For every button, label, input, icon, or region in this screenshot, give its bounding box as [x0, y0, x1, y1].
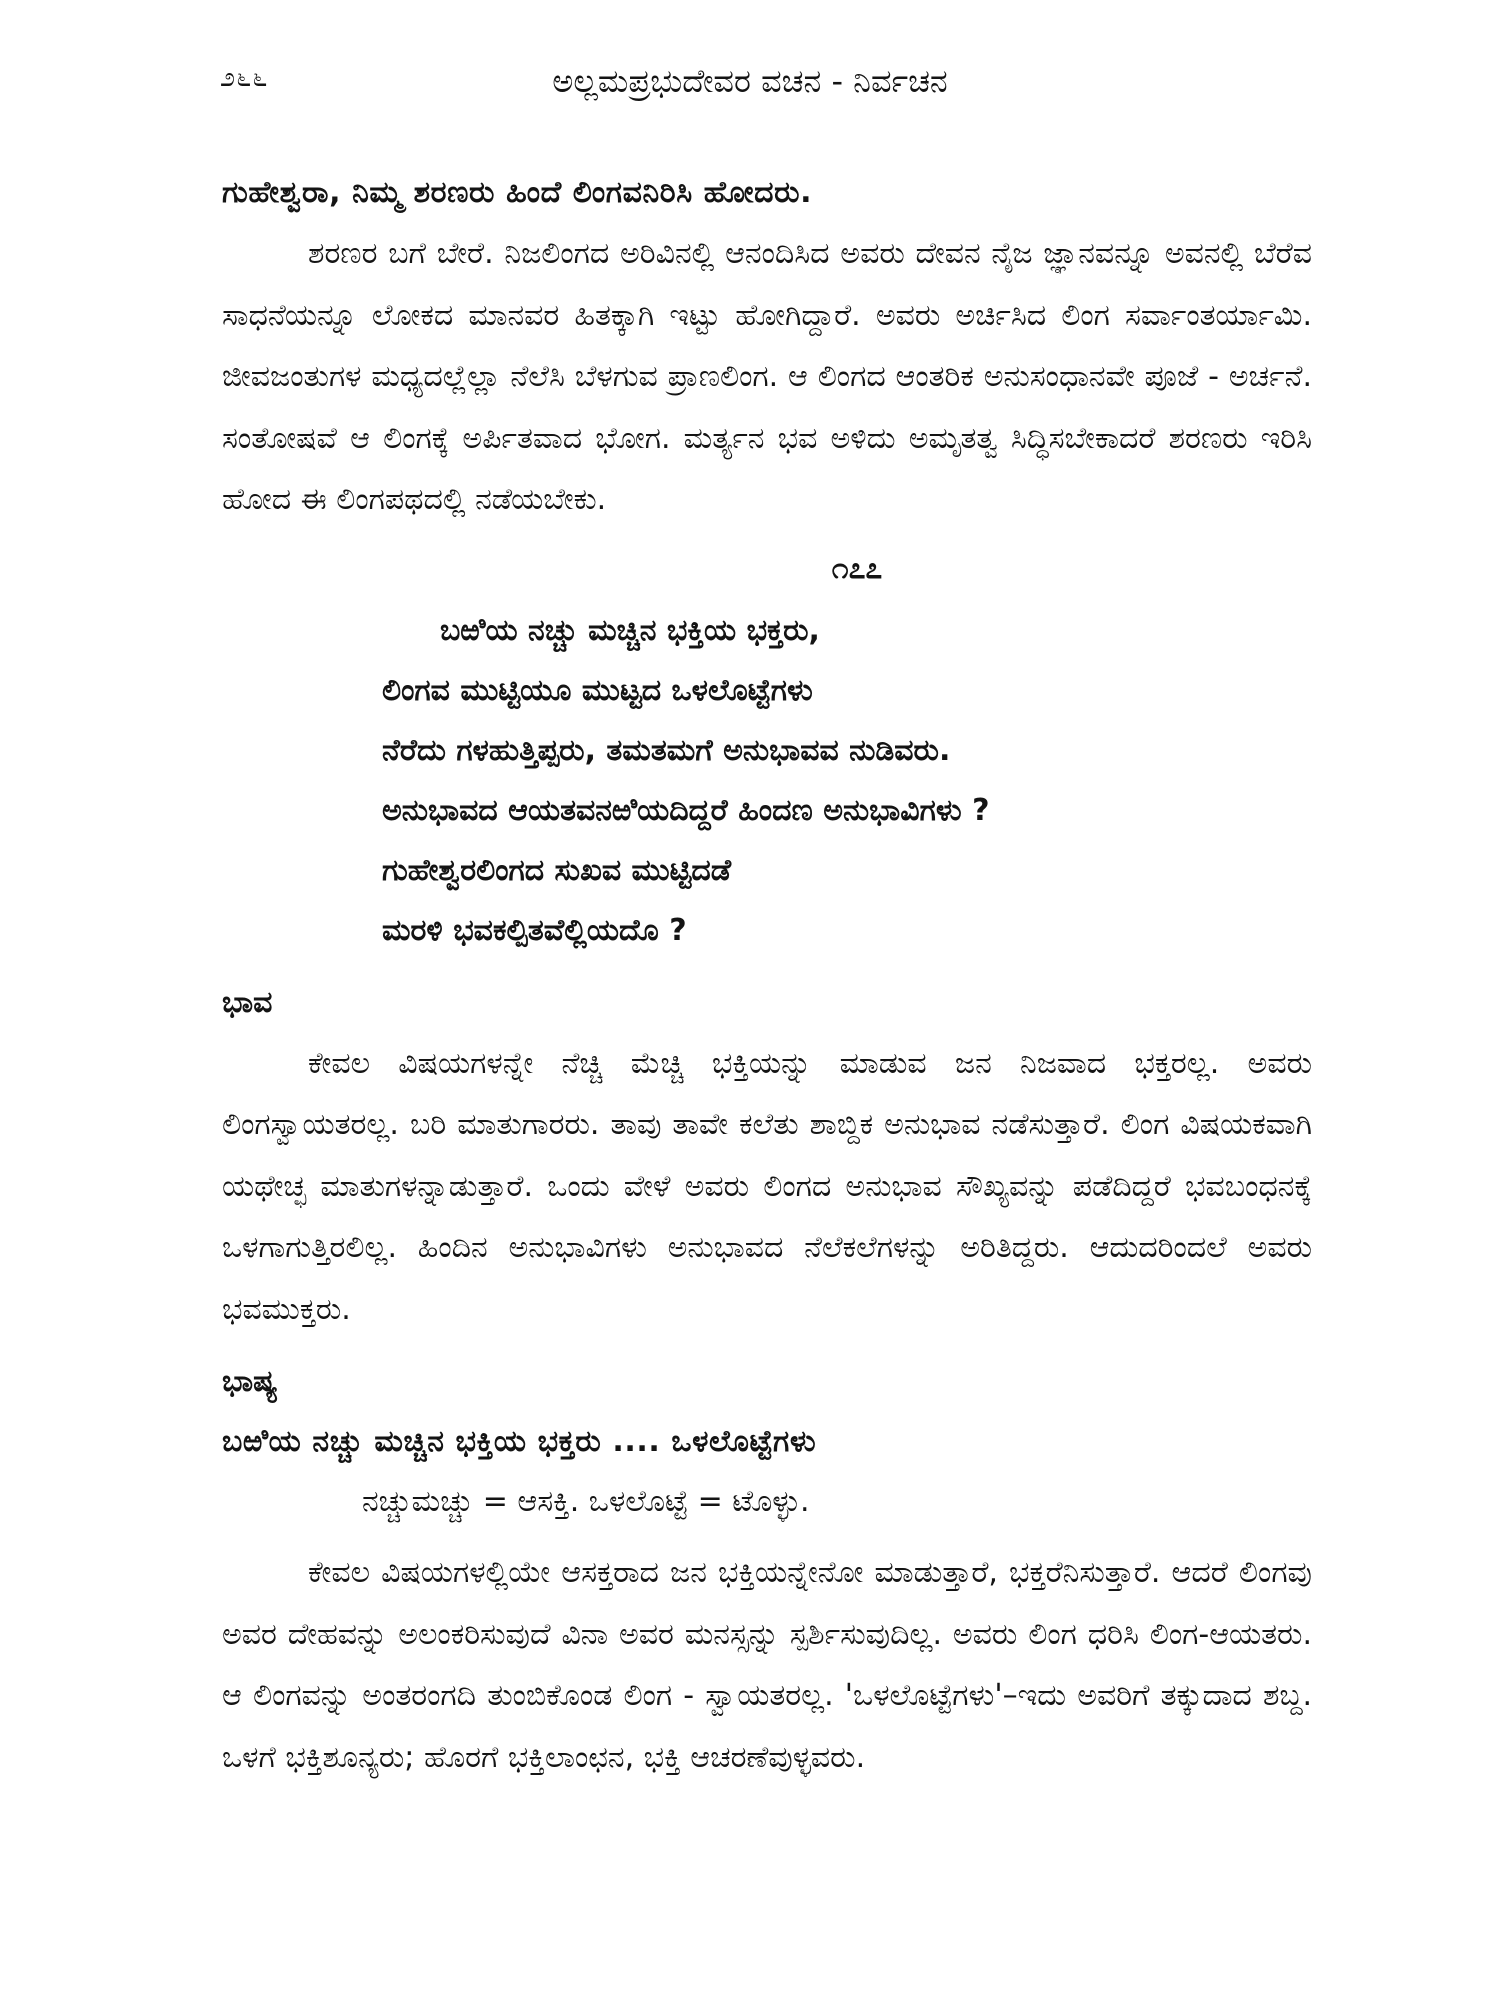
verse-line: ನೆರೆದು ಗಳಹುತ್ತಿಪ್ಪರು, ತಮತಮಗೆ ಅನುಭಾವವ ನುಡಿವರು.: [382, 732, 951, 768]
previous-commentary-paragraph: ಶರಣರ ಬಗೆ ಬೇರೆ. ನಿಜಲಿಂಗದ ಅರಿವಿನಲ್ಲಿ ಆನಂದಿಸಿದ ಅವರು ದೇವನ ನೈಜ ಜ್ಞಾನವನ್ನೂ ಅವನಲ್ಲಿ ಬೆರೆವ ಸಾಧನೆಯನ್ನೂ ಲೋಕದ ಮಾನವರ ಹಿತಕ್ಕಾಗಿ ಇಟ್ಟು ಹೋಗಿದ್ದಾರೆ. ಅವರು ಅರ್ಚಿಸಿದ ಲಿಂಗ ಸರ್ವಾಂತರ್ಯಾಮಿ. ಜೀವಜಂತುಗಳ ಮಧ್ಯದಲ್ಲೆಲ್ಲಾ ನೆಲೆಸಿ ಬೆಳಗುವ ಪ್ರಾಣಲಿಂಗ. ಆ ಲಿಂಗದ ಆಂತರಿಕ ಅನುಸಂಧಾನವೇ ಪೂಜೆ - ಅರ್ಚನೆ. ಸಂತೋಷವೆ ಆ ಲಿಂಗಕ್ಕೆ ಅರ್ಪಿತವಾದ ಭೋಗ. ಮರ್ತ್ಯನ ಭವ ಅಳಿದು ಅಮೃತತ್ವ ಸಿದ್ಧಿಸಬೇಕಾದರೆ ಶರಣರು ಇರಿಸಿ ಹೋದ ಈ ಲಿಂಗಪಥದಲ್ಲಿ ನಡೆಯಬೇಕು.: [222, 236, 1312, 517]
bhashya-quote: ಬಱಿಯ ನಚ್ಚು ಮಚ್ಚಿನ ಭಕ್ತಿಯ ಭಕ್ತರು .... ಒಳಲೊಟ್ಟೆಗಳು: [222, 1424, 817, 1459]
bhashya-paragraph: ಕೇವಲ ವಿಷಯಗಳಲ್ಲಿಯೇ ಆಸಕ್ತರಾದ ಜನ ಭಕ್ತಿಯನ್ನೇನೋ ಮಾಡುತ್ತಾರೆ, ಭಕ್ತರೆನಿಸುತ್ತಾರೆ. ಆದರೆ ಲಿಂಗವು ಅವರ ದೇಹವನ್ನು ಅಲಂಕರಿಸುವುದೆ ವಿನಾ ಅವರ ಮನಸ್ಸನ್ನು ಸ್ಪರ್ಶಿಸುವುದಿಲ್ಲ. ಅವರು ಲಿಂಗ ಧರಿಸಿ ಲಿಂಗ-ಆಯತರು. ಆ ಲಿಂಗವನ್ನು ಅಂತರಂಗದಿ ತುಂಬಿಕೊಂಡ ಲಿಂಗ - ಸ್ವಾಯತರಲ್ಲ. 'ಒಳಲೊಟ್ಟೆಗಳು'–ಇದು ಅವರಿಗೆ ತಕ್ಕುದಾದ ಶಬ್ದ. ಒಳಗೆ ಭಕ್ತಿಶೂನ್ಯರು; ಹೊರಗೆ ಭಕ್ತಿಲಾಂಛನ, ಭಕ್ತಿ ಆಚರಣೆವುಳ್ಳವರು.: [222, 1555, 1312, 1775]
verse-line: ಲಿಂಗವ ಮುಟ್ಟಿಯೂ ಮುಟ್ಟದ ಒಳಲೊಟ್ಟೆಗಳು: [382, 672, 813, 708]
page-number: ೨೬೬: [220, 62, 269, 93]
verse-line: ಮರಳಿ ಭವಕಲ್ಪಿತವೆಲ್ಲಿಯದೊ ?: [382, 912, 687, 948]
previous-vachana-closing-line: ಗುಹೇಶ್ವರಾ, ನಿಮ್ಮ ಶರಣರು ಹಿಂದೆ ಲಿಂಗವನಿರಿಸಿ ಹೋದರು.: [222, 175, 813, 210]
bhashya-gloss: ನಚ್ಚುಮಚ್ಚು = ಆಸಕ್ತಿ. ಒಳಲೊಟ್ಟೆ = ಟೊಳ್ಳು.: [362, 1484, 810, 1519]
running-title: ಅಲ್ಲಮಪ್ರಭುದೇವರ ವಚನ - ನಿರ್ವಚನ: [552, 62, 948, 100]
bhashya-heading: ಭಾಷ್ಯ: [222, 1364, 278, 1399]
page-content: [222, 163, 1312, 1788]
verse-line: ಅನುಭಾವದ ಆಯತವನಱಿಯದಿದ್ದರೆ ಹಿಂದಣ ಅನುಭಾವಿಗಳು ?: [382, 792, 990, 828]
page-header: [0, 62, 1500, 108]
verse-line: ಗುಹೇಶ್ವರಲಿಂಗದ ಸುಖವ ಮುಟ್ಟಿದಡೆ: [382, 852, 732, 888]
verse-line: ಬಱಿಯ ನಚ್ಚು ಮಚ್ಚಿನ ಭಕ್ತಿಯ ಭಕ್ತರು,: [440, 612, 820, 648]
vachana-number: ೧೭೭: [831, 550, 883, 586]
bhava-heading: ಭಾವ: [222, 984, 273, 1020]
bhava-paragraph: ಕೇವಲ ವಿಷಯಗಳನ್ನೇ ನೆಚ್ಚಿ ಮೆಚ್ಚಿ ಭಕ್ತಿಯನ್ನು ಮಾಡುವ ಜನ ನಿಜವಾದ ಭಕ್ತರಲ್ಲ. ಅವರು ಲಿಂಗಸ್ವಾಯತರಲ್ಲ. ಬರಿ ಮಾತುಗಾರರು. ತಾವು ತಾವೇ ಕಲೆತು ಶಾಬ್ದಿಕ ಅನುಭಾವ ನಡೆಸುತ್ತಾರೆ. ಲಿಂಗ ವಿಷಯಕವಾಗಿ ಯಥೇಚ್ಛ ಮಾತುಗಳನ್ನಾಡುತ್ತಾರೆ. ಒಂದು ವೇಳೆ ಅವರು ಲಿಂಗದ ಅನುಭಾವ ಸೌಖ್ಯವನ್ನು ಪಡೆದಿದ್ದರೆ ಭವಬಂಧನಕ್ಕೆ ಒಳಗಾಗುತ್ತಿರಲಿಲ್ಲ. ಹಿಂದಿನ ಅನುಭಾವಿಗಳು ಅನುಭಾವದ ನೆಲೆಕಲೆಗಳನ್ನು ಅರಿತಿದ್ದರು. ಆದುದರಿಂದಲೆ ಅವರು ಭವಮುಕ್ತರು.: [222, 1045, 1312, 1327]
vachana-verse: [222, 601, 1312, 961]
